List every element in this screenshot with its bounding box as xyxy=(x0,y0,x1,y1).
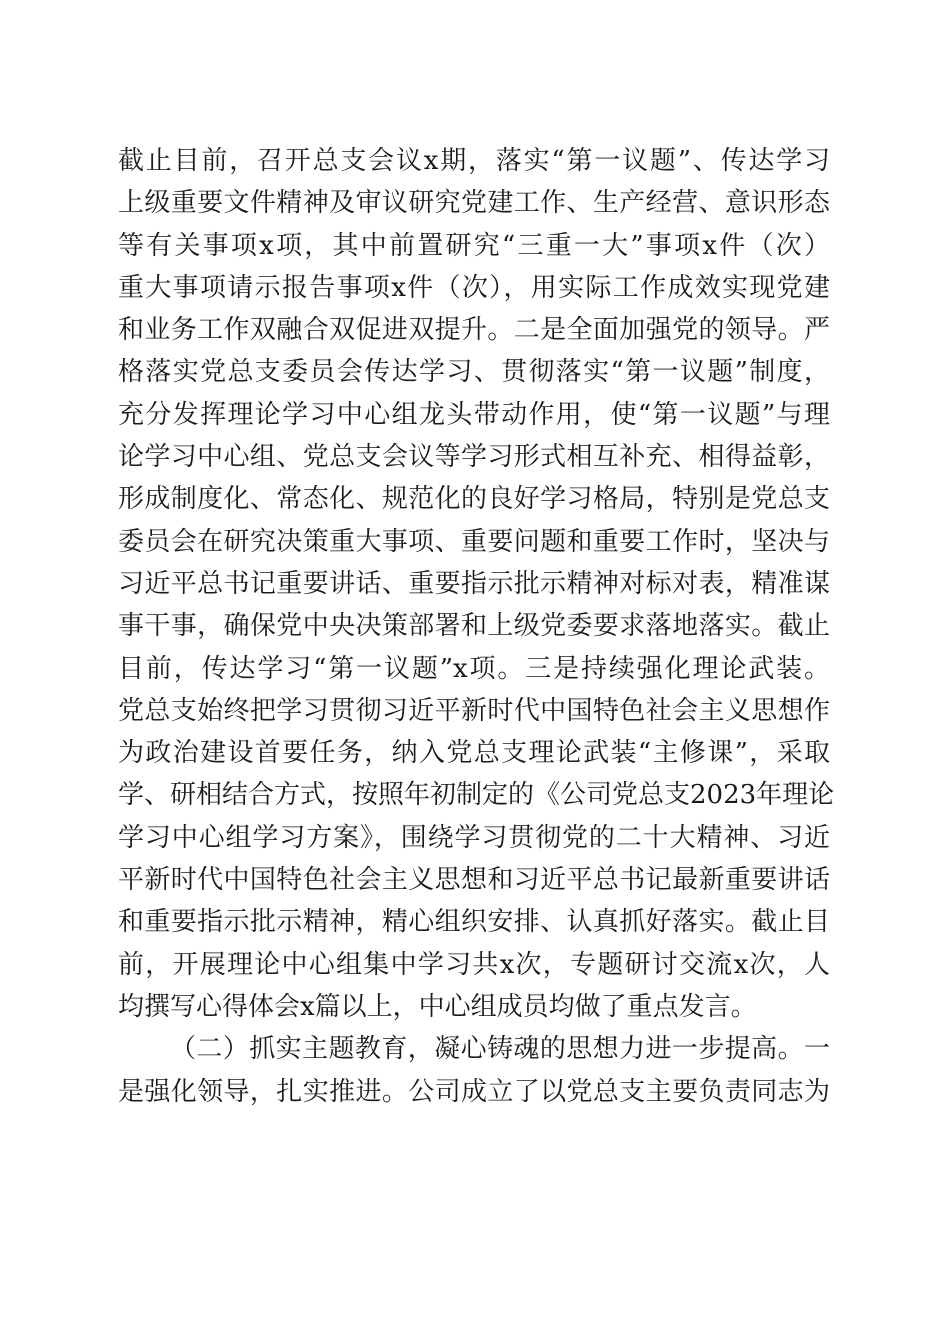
text-line: 格落实党总支委员会传达学习、贯彻落实“第一议题”制度， xyxy=(118,357,830,388)
text-line: 目前，传达学习“第一议题”x项。三是持续强化理论武装。 xyxy=(118,653,830,684)
text-line: 是强化领导，扎实推进。公司成立了以党总支主要负责同志为 xyxy=(118,1076,830,1107)
text-line: 前，开展理论中心组集中学习共x次，专题研讨交流x次，人 xyxy=(118,949,830,980)
text-line: 等有关事项x项，其中前置研究“三重一大”事项x件（次） xyxy=(118,230,830,261)
text-line: 学、研相结合方式，按照年初制定的《公司党总支2023年理论 xyxy=(118,780,835,811)
text-line: 截止目前，召开总支会议x期，落实“第一议题”、传达学习 xyxy=(118,146,830,176)
text-line: 平新时代中国特色社会主义思想和习近平总书记最新重要讲话 xyxy=(118,865,830,896)
section-heading-line: （二）抓实主题教育，凝心铸魂的思想力进一步提高。一 xyxy=(170,1034,830,1065)
text-line: 为政治建设首要任务，纳入党总支理论武装“主修课”，采取 xyxy=(118,738,830,769)
text-line: 论学习中心组、党总支会议等学习形式相互补充、相得益彰， xyxy=(118,442,830,473)
text-line: 党总支始终把学习贯彻习近平新时代中国特色社会主义思想作 xyxy=(118,695,830,726)
text-line-paragraph-end: 均撰写心得体会x篇以上，中心组成员均做了重点发言。 xyxy=(118,991,757,1022)
text-line: 习近平总书记重要讲话、重要指示批示精神对标对表，精准谋 xyxy=(118,568,830,599)
text-line: 和业务工作双融合双促进双提升。二是全面加强党的领导。严 xyxy=(118,315,830,346)
text-line: 重大事项请示报告事项x件（次），用实际工作成效实现党建 xyxy=(118,272,830,303)
text-line: 形成制度化、常态化、规范化的良好学习格局，特别是党总支 xyxy=(118,484,830,515)
text-line: 事干事，确保党中央决策部署和上级党委要求落地落实。截止 xyxy=(118,611,830,642)
text-line: 上级重要文件精神及审议研究党建工作、生产经营、意识形态 xyxy=(118,188,830,219)
text-line: 充分发挥理论学习中心组龙头带动作用，使“第一议题”与理 xyxy=(118,399,830,430)
text-line: 和重要指示批示精神，精心组织安排、认真抓好落实。截止目 xyxy=(118,907,830,938)
document-body xyxy=(118,140,835,1113)
text-line: 委员会在研究决策重大事项、重要问题和重要工作时，坚决与 xyxy=(118,526,830,557)
text-line: 学习中心组学习方案》，围绕学习贯彻党的二十大精神、习近 xyxy=(118,822,830,853)
